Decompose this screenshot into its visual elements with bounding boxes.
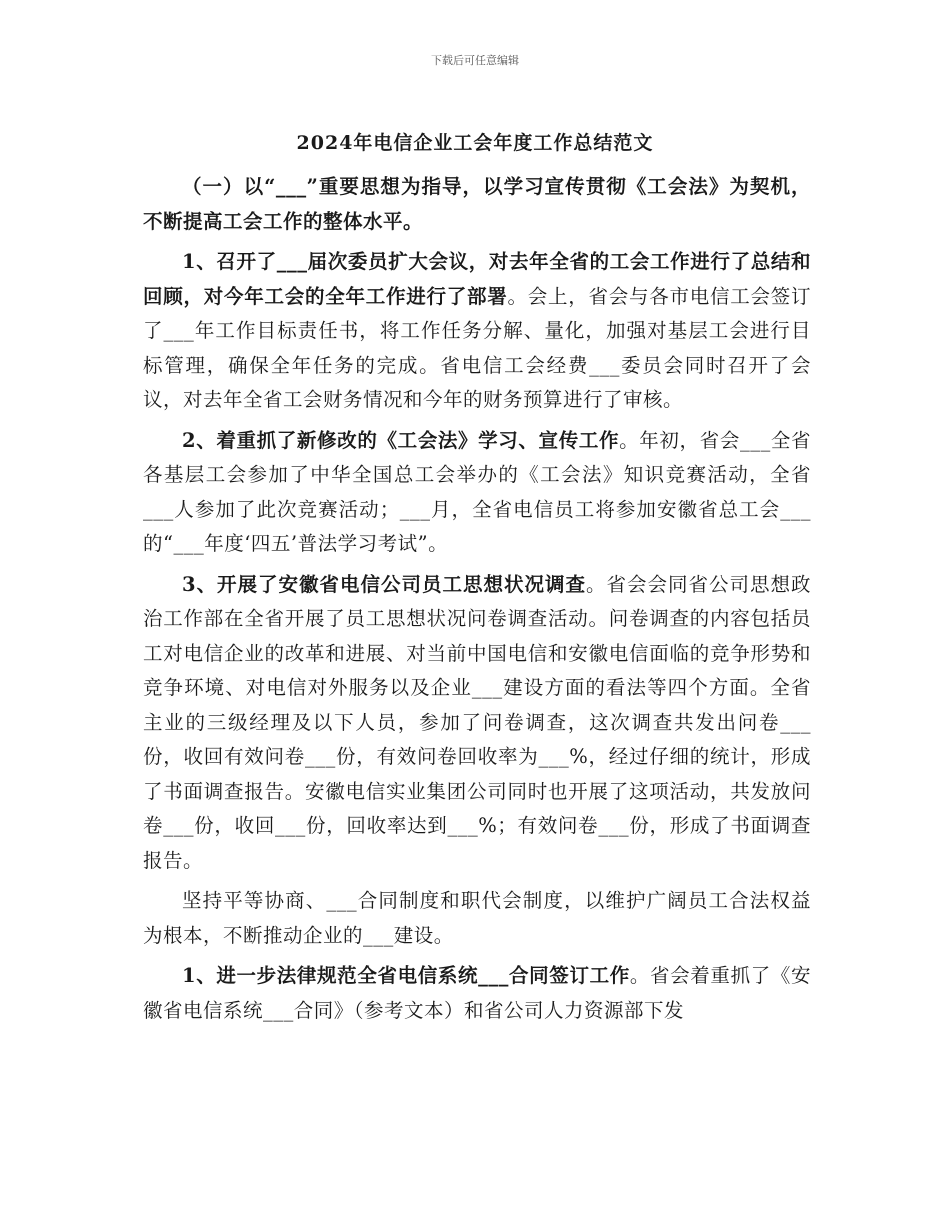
document-title: 2024年电信企业工会年度工作总结范文 xyxy=(296,132,654,154)
paragraph-1-heading: （一）以“___”重要思想为指导，以学习宣传贯彻《工会法》为契机，不断提高工会工作的整体水平。 xyxy=(143,175,811,233)
paragraph-6-text: 。省会着重抓了《安徽省电信系统___合同》（参考文本）和省公司人力资源部下发 xyxy=(143,964,811,1022)
paragraph-2-text: 。会上，省会与各市电信工会签订了___年工作目标责任书，将工作任务分解、量化，加强对基层工会进行目标管理，确保全年任务的完成。省电信工会经费___委员会同时召开了会议，对去年全省工会财务情况和今年的财务预算进行了审核。 xyxy=(143,284,811,411)
paragraph-4 xyxy=(143,568,811,879)
paragraph-5-text: 坚持平等协商、___合同制度和职代会制度，以维护广阔员工合法权益为根本，不断推动企业的___建设。 xyxy=(143,889,811,947)
paragraph-3-text: 。年初，省会___全省各基层工会参加了中华全国总工会举办的《工会法》知识竞赛活动，全省___人参加了此次竞赛活动；___月，全省电信员工将参加安徽省总工会___的“___年度‘四五’普法学习考试”。 xyxy=(143,428,811,555)
paragraph-3-heading: 2、着重抓了新修改的《工会法》学习、宣传工作 xyxy=(182,428,620,452)
paragraph-2-heading: 1、召开了___届次委员扩大会议，对去年全省的工会工作进行了总结和回顾，对今年工会的全年工作进行了部署 xyxy=(143,250,811,308)
paragraph-3 xyxy=(143,424,811,562)
paragraph-4-text: 。省会会同省公司思想政治工作部在全省开展了员工思想状况问卷调查活动。问卷调查的内容包括员工对电信企业的改革和进展、对当前中国电信和安徽电信面临的竞争形势和竞争环境、对电信对外服务以及企业___建设方面的看法等四个方面。全省主业的三级经理及以下人员，参加了问卷调查，这次调查共发出问卷___份，收回有效问卷___份，有效问卷回收率为___%，经过仔细的统计，形成了书面调查报告。安徽电信实业集团公司同时也开展了这项活动，共发放问卷___份，收回___份，回收率达到___%；有效问卷___份，形成了书面调查报告。 xyxy=(143,572,811,872)
paragraph-2 xyxy=(143,245,811,418)
header-note: 下载后可任意编辑 xyxy=(431,54,519,67)
paragraph-1 xyxy=(143,170,811,239)
paragraph-6 xyxy=(143,959,811,1028)
paragraph-4-heading: 3、开展了安徽省电信公司员工思想状况调查 xyxy=(182,572,587,596)
paragraph-6-heading: 1、进一步法律规范全省电信系统___合同签订工作 xyxy=(182,964,630,987)
document-body xyxy=(143,170,811,1028)
paragraph-5 xyxy=(143,884,811,953)
